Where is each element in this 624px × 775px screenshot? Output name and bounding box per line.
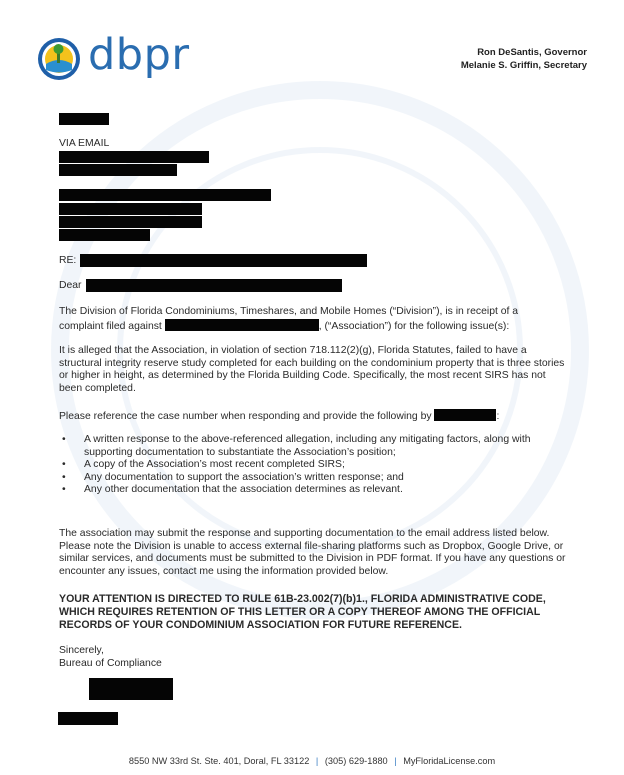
requirements-list: [62, 434, 574, 497]
attention-notice: YOUR ATTENTION IS DIRECTED TO RULE 61B-23.002(7)(b)1., FLORIDA ADMINISTRATIVE CODE, WHICH REQUIRES RETENTION OF THIS LETTER OR A COPY THEREOF AMONG THE OFFICIAL RECORDS OF YOUR CONDOMINIUM ASSOCIATION FOR FUTURE REFERENCE.: [59, 593, 546, 631]
signature-dept: Bureau of Compliance: [59, 658, 162, 669]
list-item: • Any documentation to support the association’s written response; and: [62, 471, 404, 483]
redacted-signature: [89, 678, 173, 700]
redacted-signer-name: [58, 712, 118, 725]
redacted-email-2: [59, 164, 177, 176]
intro-paragraph: [59, 306, 571, 333]
footer-address: 8550 NW 33rd St. Ste. 401, Doral, FL 33122: [128, 756, 310, 766]
closing: Sincerely,: [59, 645, 104, 656]
redacted-recipient: [86, 279, 342, 292]
submission-paragraph: The association may submit the response and supporting documentation to the email address listed below. Please note the Division is unable to access external file-sharing platforms such as Dropbox, Google Drive, or similar services, and documents must be submitted to the Division in PDF format. If you have any questions or encounter any issues, contact me using the information provided below.: [59, 528, 566, 577]
request-colon: :: [496, 411, 500, 422]
redacted-address-1: [59, 189, 271, 201]
footer-phone: (305) 629-1880: [324, 756, 388, 766]
intro-line-2: [59, 319, 571, 334]
redacted-email-1: [59, 151, 209, 163]
redacted-address-2: [59, 203, 202, 215]
via-email-label: VIA EMAIL: [59, 138, 110, 149]
footer-separator: |: [394, 756, 397, 766]
list-item: • A copy of the Association’s most recent completed SIRS;: [62, 459, 345, 471]
redacted-subject: [80, 254, 367, 267]
redacted-address-4: [59, 229, 150, 241]
redacted-due-date: [434, 409, 496, 421]
secretary-name: Melanie S. Griffin, Secretary: [460, 60, 587, 71]
list-item: • Any other documentation that the association determines as relevant.: [62, 484, 403, 496]
allegation-paragraph: It is alleged that the Association, in violation of section 718.112(2)(g), Florida Statutes, failed to have a structural integrity reserve study completed for each building on the condominium property that is three stories or higher in height, as determined by the Florida Building Code. Specifically, the most recent SIRS has not been completed.: [59, 345, 565, 394]
footer: [0, 756, 624, 766]
redacted-association: [165, 319, 319, 331]
footer-website[interactable]: MyFloridaLicense.com: [403, 756, 496, 766]
re-label: RE:: [59, 255, 77, 266]
intro-line-1: The Division of Florida Condominiums, Timeshares, and Mobile Homes (“Division”), is in receipt of a: [59, 306, 519, 317]
florida-seal-icon: [37, 37, 81, 81]
footer-separator: |: [315, 756, 319, 766]
list-item: • A written response to the above-referenced allegation, including any mitigating factors, along with supporting documentation to substantiate the Association’s position;: [62, 434, 531, 458]
redacted-address-3: [59, 216, 202, 228]
officials-block: [461, 46, 587, 72]
request-paragraph: [59, 409, 571, 424]
request-text: Please reference the case number when responding and provide the following by: [59, 411, 432, 422]
redacted-date: [59, 113, 109, 125]
intro-complaint-text: complaint filed against: [59, 320, 162, 332]
governor-name: Ron DeSantis, Governor: [477, 47, 587, 58]
intro-association-text: , (“Association”) for the following issue(s):: [318, 320, 510, 332]
salutation: Dear: [59, 280, 82, 291]
dbpr-logo: dbpr: [88, 30, 190, 80]
